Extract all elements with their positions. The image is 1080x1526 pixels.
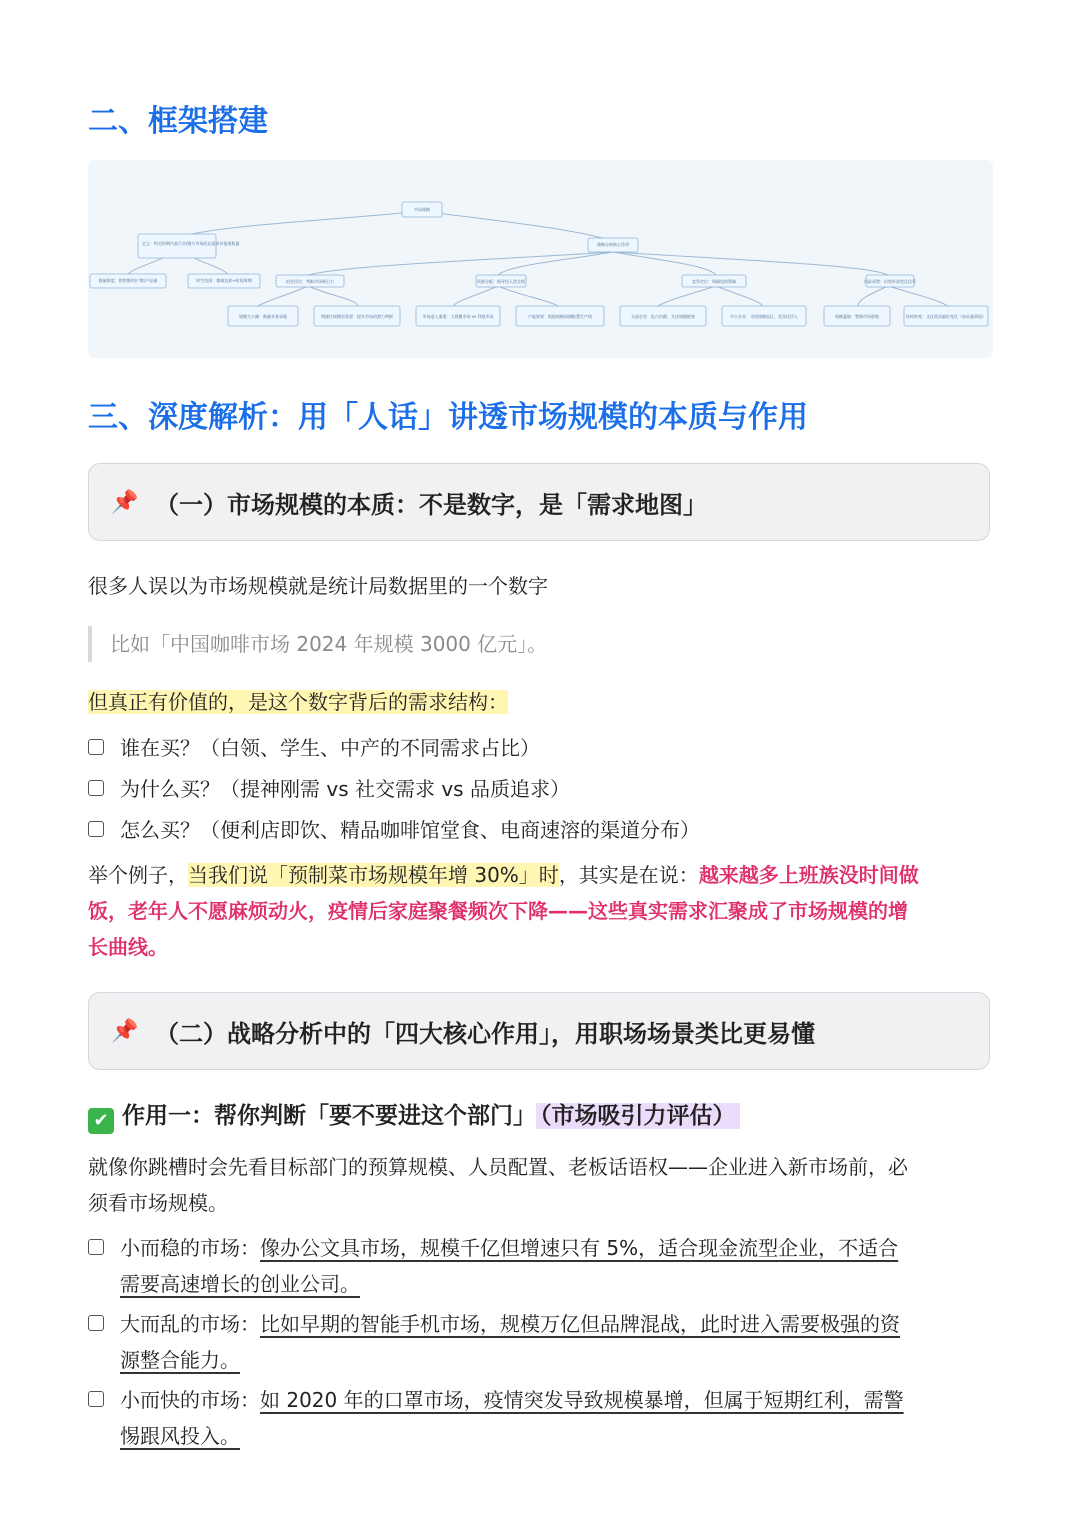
svg-text:资源分配：指导投入优先级: 资源分配：指导投入优先级 (477, 279, 525, 284)
task-item-label: 谁在买？（白领、学生、中产的不同需求占比） (120, 736, 540, 760)
paragraph-example-line2: 饭，老年人不愿麻烦动火，疫情后家庭聚餐频次下降——这些真实需求汇聚成了市场规模的增 (88, 899, 908, 923)
blockquote-example: 比如「中国咖啡市场 2024 年规模 3000 亿元」。 (88, 626, 547, 662)
paragraph-example-line3: 长曲线。 (88, 935, 168, 959)
callout-four-roles (88, 992, 990, 1070)
mindmap-node (138, 234, 216, 258)
svg-text:数量维度：销售额/用户数/产品量: 数量维度：销售额/用户数/产品量 (98, 278, 158, 283)
section-title-deep-analysis: 三、深度解析：用「人话」讲透市场规模的本质与作用 (88, 400, 808, 435)
task-item: 大而乱的市场：比如早期的智能手机市场，规模万亿但品牌混战，此时进入需要极强的资 源整合能力。 (88, 1306, 988, 1378)
role-one-heading: ✔ 作用一：帮你判断「要不要进这个部门」 （市场吸引力评估） (88, 1096, 740, 1136)
checkbox[interactable] (88, 1315, 104, 1331)
mindmap-svg (88, 160, 993, 358)
callout-essence-text: （一）市场规模的本质：不是数字，是「需求地图」 (155, 490, 707, 519)
section-title-framework: 二、框架搭建 (88, 104, 268, 139)
task-item: 小而快的市场：如 2020 年的口罩市场，疫情突发导致规模暴增，但属于短期红利，需警 惕跟风投入。 (88, 1382, 988, 1454)
checkbox[interactable] (88, 821, 104, 837)
checkbox[interactable] (88, 1391, 104, 1407)
checkbox[interactable] (88, 780, 104, 796)
highlight-text: 但真正有价值的，是这个数字背后的需求结构： (88, 690, 508, 714)
pushpin-icon: 📌 (111, 1018, 139, 1044)
svg-text:时空范围：地域边界+时间周期: 时空范围：地域边界+时间周期 (196, 278, 252, 283)
svg-text:风险预警：识别外部变化信号: 风险预警：识别外部变化信号 (864, 279, 916, 284)
svg-text:规模大小阈：衡量业务承载: 规模大小阈：衡量业务承载 (239, 314, 287, 319)
svg-text:定义：特定时期内某行业/细分市场的总需求价值或数量: 定义：特定时期内某行业/细分市场的总需求价值或数量 (142, 241, 240, 246)
task-item-label: 为什么买？（提神刚需 vs 社交需求 vs 品质追求） (120, 777, 570, 801)
task-item: 小而稳的市场：像办公文具市场，规模千亿但增速只有 5%，适合现金流型企业，不适合 需要高速增长的创业公司。 (88, 1230, 988, 1302)
paragraph-example-line1: 举个例子，当我们说「预制菜市场规模年增 30%」时，其实是在说：越来越多上班族没时间做 (88, 863, 919, 887)
paragraph-analogy-line1: 就像你跳槽时会先看目标部门的预算规模、人员配置、老板话语权——企业进入新市场前，必 (88, 1155, 908, 1179)
svg-text:中小企业：寻找规模盲区，差异化切入: 中小企业：寻找规模盲区，差异化切入 (730, 314, 798, 319)
svg-text:战略分析核心作用: 战略分析核心作用 (597, 242, 629, 247)
paragraph-analogy-line2: 须看市场规模。 (88, 1191, 228, 1215)
emphasis-text: 越来越多上班族没时间做 (698, 863, 919, 887)
role-one-tag: （市场吸引力评估） (536, 1103, 740, 1129)
callout-essence (88, 463, 990, 541)
svg-text:产能规划：根据规模预测配置生产线: 产能规划：根据规模预测配置生产线 (528, 314, 592, 319)
svg-text:机会评估：判断市场吸引力: 机会评估：判断市场吸引力 (286, 279, 334, 284)
pushpin-icon: 📌 (111, 489, 139, 515)
svg-text:市场进入渠道：大规模市场 vs 利基市场: 市场进入渠道：大规模市场 vs 利基市场 (422, 314, 494, 319)
svg-text:结构转变：文化需求偏好变化（如从量到质）: 结构转变：文化需求偏好变化（如从量到质） (906, 314, 986, 319)
svg-text:增速比规模更重要：提升市场的潜力判断: 增速比规模更重要：提升市场的潜力判断 (321, 314, 393, 319)
svg-text:规模萎缩：警惕市场收缩: 规模萎缩：警惕市场收缩 (835, 314, 879, 319)
check-mark-icon: ✔ (88, 1108, 114, 1134)
paragraph-demand-structure (88, 684, 508, 720)
svg-text:竞争定位：明确攻防策略: 竞争定位：明确攻防策略 (692, 279, 736, 284)
svg-text:头部企业：抢占份额，关注规模壁垒: 头部企业：抢占份额，关注规模壁垒 (631, 314, 695, 319)
checkbox[interactable] (88, 739, 104, 755)
svg-text:市场规模: 市场规模 (414, 207, 430, 212)
highlight-text: 当我们说「预制菜市场规模年增 30%」时 (188, 863, 559, 887)
paragraph-misconception: 很多人误以为市场规模就是统计局数据里的一个数字 (88, 574, 548, 598)
checkbox[interactable] (88, 1239, 104, 1255)
callout-four-roles-text: （二）战略分析中的「四大核心作用」，用职场场景类比更易懂 (155, 1019, 815, 1048)
task-item-label: 怎么买？（便利店即饮、精品咖啡馆堂食、电商速溶的渠道分布） (120, 818, 700, 842)
framework-mindmap (88, 160, 993, 358)
